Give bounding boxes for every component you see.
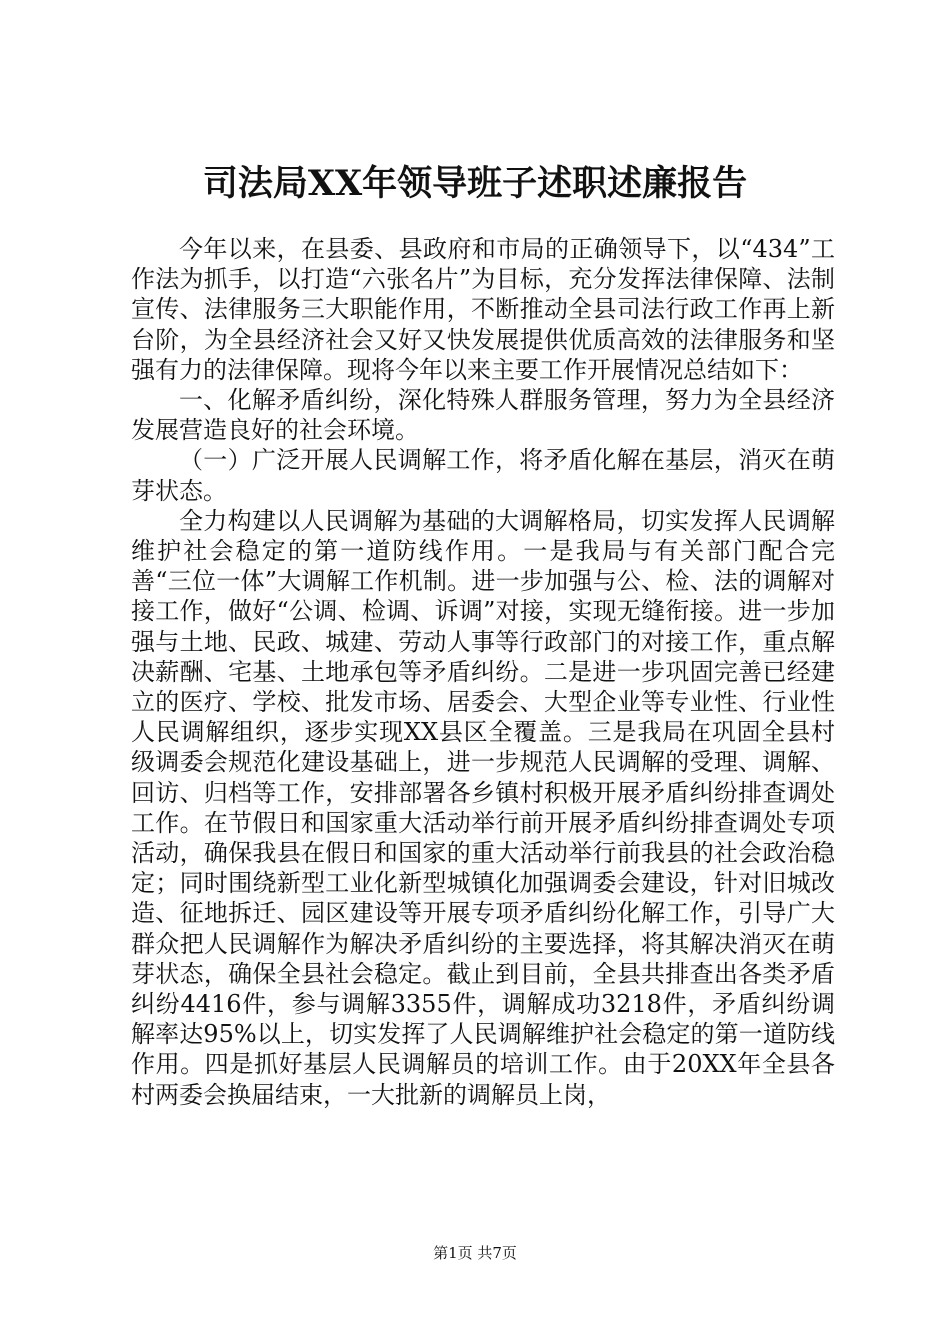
paragraph-heading-1: 一、化解矛盾纠纷，深化特殊人群服务管理，努力为全县经济发展营造良好的社会环境。 (131, 386, 835, 445)
paragraph-intro: 今年以来，在县委、县政府和市局的正确领导下，以“434”工作法为抓手，以打造“六张名片”为目标，充分发挥法律保障、法制宣传、法律服务三大职能作用，不断推动全县司法行政工作再上新台阶，为全县经济社会又好又快发展提供优质高效的法律服务和坚强有力的法律保障。现将今年以来主要工作开展情况总结如下： (131, 235, 835, 384)
document-body (131, 234, 835, 1110)
document-title: 司法局XX年领导班子述职述廉报告 (202, 163, 748, 204)
paragraph-mediation: 全力构建以人民调解为基础的大调解格局，切实发挥人民调解维护社会稳定的第一道防线作用。一是我局与有关部门配合完善“三位一体”大调解工作机制。进一步加强与公、检、法的调解对接工作，做好“公调、检调、诉调”对接，实现无缝衔接。进一步加强与土地、民政、城建、劳动人事等行政部门的对接工作，重点解决薪酬、宅基、土地承包等矛盾纠纷。二是进一步巩固完善已经建立的医疗、学校、批发市场、居委会、大型企业等专业性、行业性人民调解组织，逐步实现XX县区全覆盖。三是我局在巩固全县村级调委会规范化建设基础上，进一步规范人民调解的受理、调解、回访、归档等工作，安排部署各乡镇村积极开展矛盾纠纷排查调处工作。在节假日和国家重大活动举行前开展矛盾纠纷排查调处专项活动，确保我县在假日和国家的重大活动举行前我县的社会政治稳定；同时围绕新型工业化新型城镇化加强调委会建设，针对旧城改造、征地拆迁、园区建设等开展专项矛盾纠纷化解工作，引导广大群众把人民调解作为解决矛盾纠纷的主要选择，将其解决消灭在萌芽状态，确保全县社会稳定。截止到目前，全县共排查出各类矛盾纠纷4416件，参与调解3355件，调解成功3218件，矛盾纠纷调解率达95%以上，切实发挥了人民调解维护社会稳定的第一道防线作用。四是抓好基层人民调解员的培训工作。由于20XX年全县各村两委会换届结束，一大批新的调解员上岗， (131, 506, 835, 1109)
page-number-footer: 第1页 共7页 (433, 1244, 517, 1262)
paragraph-subheading-1: （一）广泛开展人民调解工作，将矛盾化解在基层，消灭在萌芽状态。 (131, 446, 835, 505)
